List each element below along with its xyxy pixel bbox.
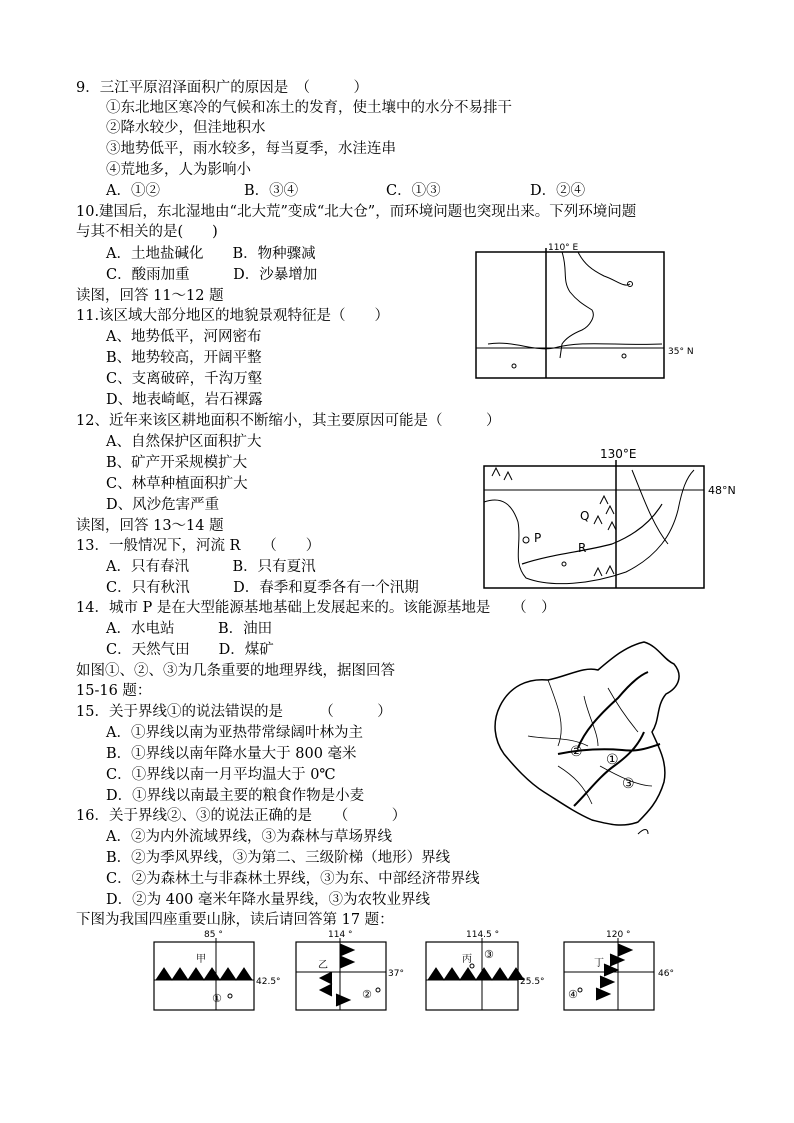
mountain1-name: 甲 — [196, 954, 206, 965]
intro-17: 下图为我国四座重要山脉，读后请回答第 17 题： — [76, 912, 394, 928]
mountain3-city — [470, 964, 474, 968]
mountain-diagram-yi — [292, 928, 414, 1014]
map-china-boundaries — [488, 636, 694, 836]
q13-options-row2: C．只有秋汛 D．春季和夏季各有一个汛期 — [106, 580, 419, 596]
map2-border — [484, 470, 694, 584]
map1-river — [560, 252, 593, 358]
map1-tributary — [578, 252, 630, 285]
q12-option-a: A、自然保护区面积扩大 — [106, 434, 262, 450]
q11-option-b: B、地势较高，开阔平整 — [106, 350, 262, 366]
boundary-line-2 — [578, 672, 648, 748]
q15-option-b: B．①界线以南年降水量大于 800 毫米 — [106, 746, 357, 762]
q12-option-d: D、风沙危害严重 — [106, 497, 220, 513]
q15-stem: 15．关于界线①的说法错误的是 （ ） — [76, 704, 392, 720]
mountain2-name: 乙 — [318, 960, 328, 971]
mountain3-range-symbol — [428, 968, 524, 980]
mountain2-range-symbol — [320, 944, 354, 1006]
q14-options-row1: A．水电站 B．油田 — [106, 621, 273, 637]
mountain2-lat: 37° — [388, 969, 404, 979]
q14-options-row2: C．天然气田 D．煤矿 — [106, 642, 274, 658]
q13-stem: 13．一般情况下，河流 R （ ） — [76, 538, 321, 554]
mountain-diagram-bing — [422, 928, 552, 1014]
q10-stem-line1: 10.建国后，东北湿地由“北大荒”变成“北大仓”，而环境问题也突现出来。下列环境问题 — [76, 204, 637, 220]
mountain1-city — [228, 994, 232, 998]
map2-river-2 — [632, 470, 668, 544]
q9-option-a: A．①② — [106, 183, 160, 199]
q10-options-row1: A．土地盐碱化 B．物种骤减 — [106, 246, 316, 262]
q9-item-4: ④荒地多，人为影响小 — [106, 162, 251, 178]
map2-lat-label: 48°N — [708, 484, 736, 497]
q9-item-3: ③地势低平，雨水较多，每当夏季，水洼连串 — [106, 141, 396, 157]
q16-option-b: B．②为季风界线，③为第二、三级阶梯（地形）界线 — [106, 850, 451, 866]
q11-option-d: D、地表崎岖，岩石裸露 — [106, 392, 263, 408]
boundary-line-3 — [574, 732, 644, 806]
map1-lat-label: 35° N — [668, 347, 694, 357]
mountain2-city — [376, 988, 380, 992]
mountain1-lon: 85 ° — [204, 930, 223, 940]
map2-river-r — [522, 504, 662, 564]
q10-stem-line2: 与其不相关的是( ) — [76, 224, 218, 240]
q9-stem: 9．三江平原沼泽面积广的原因是 （ ） — [76, 80, 368, 96]
mountain4-lon: 120 ° — [606, 930, 631, 940]
mountain-diagram-jia — [150, 928, 281, 1014]
q11-option-c: C、支离破碎，千沟万壑 — [106, 371, 263, 387]
q14-stem: 14．城市 P 是在大型能源基地基础上发展起来的。该能源基地是 （ ） — [76, 600, 556, 616]
mountain3-name: 丙 — [462, 954, 472, 965]
q9-option-c: C．①③ — [386, 183, 441, 199]
intro-11-12: 读图，回答 11～12 题 — [76, 288, 224, 304]
map1-lon-label: 110° E — [548, 243, 579, 253]
q9-option-d: D．②④ — [530, 183, 586, 199]
map1-city-2 — [512, 364, 516, 368]
china-marker-1: ① — [606, 752, 619, 768]
q15-option-a: A．①界线以南为亚热带常绿阔叶林为主 — [106, 725, 363, 741]
q9-item-2: ②降水较少，但洼地积水 — [106, 120, 266, 136]
map2-label-q: Q — [580, 509, 590, 523]
q16-option-d: D．②为 400 毫米年降水量界线，③为农牧业界线 — [106, 892, 431, 908]
q13-options-row1: A．只有春汛 B．只有夏汛 — [106, 559, 316, 575]
map2-mountain-symbols — [492, 468, 616, 576]
mountain1-range-symbol — [156, 968, 252, 980]
map2-city-p — [523, 537, 529, 543]
map2-label-p: P — [534, 531, 542, 545]
map-loess-region — [474, 240, 694, 382]
mountain4-city — [578, 988, 582, 992]
q16-stem: 16．关于界线②、③的说法正确的是 （ ） — [76, 808, 407, 824]
mountain3-lon: 114.5 ° — [466, 930, 500, 940]
mountain1-lat: 42.5° — [256, 977, 281, 987]
q10-options-row2: C．酸雨加重 D．沙暴增加 — [106, 267, 318, 283]
hainan-island — [638, 830, 648, 835]
map1-city-3 — [622, 354, 626, 358]
intro-15-16-line1: 如图①、②、③为几条重要的地理界线，据图回答 — [76, 663, 395, 679]
map2-label-r: R — [578, 541, 587, 555]
china-outline — [495, 642, 679, 825]
mountain4-lat: 46° — [658, 969, 674, 979]
mountain4-name: 丁 — [594, 958, 604, 969]
map2-lon-label: 130°E — [600, 447, 637, 461]
q15-option-d: D．①界线以南最主要的粮食作物是小麦 — [106, 788, 365, 804]
china-marker-3: ③ — [622, 776, 635, 792]
q15-option-c: C．①界线以南一月平均温大于 0℃ — [106, 767, 336, 783]
mountain1-mark: ① — [212, 992, 222, 1005]
mountain2-lon: 114 ° — [328, 930, 353, 940]
china-marker-2: ② — [570, 744, 583, 760]
q12-stem: 12、近年来该区耕地面积不断缩小，其主要原因可能是（ ） — [76, 413, 501, 429]
map1-frame — [476, 252, 664, 378]
mountain3-lat: 25.5° — [520, 977, 545, 987]
intro-13-14: 读图，回答 13～14 题 — [76, 518, 224, 534]
q9-item-1: ①东北地区寒冷的气候和冻土的发育，使土壤中的水分不易排干 — [106, 100, 512, 116]
intro-15-16-line2: 15-16 题： — [76, 683, 152, 699]
map2-city-2 — [562, 562, 566, 566]
map2-frame — [484, 466, 704, 588]
map-northeast-region — [482, 444, 744, 592]
q16-option-a: A．②为内外流域界线，③为森林与草场界线 — [106, 829, 392, 845]
q16-option-c: C．②为森林土与非森林土界线，③为东、中部经济带界线 — [106, 871, 480, 887]
mountain3-mark: ③ — [484, 948, 494, 961]
mountain4-mark: ④ — [568, 988, 578, 1001]
q11-option-a: A、地势低平，河网密布 — [106, 329, 262, 345]
mountain-diagram-ding — [560, 928, 682, 1014]
q12-option-b: B、矿产开采规模扩大 — [106, 455, 248, 471]
q9-option-b: B．③④ — [244, 183, 299, 199]
q11-stem: 11.该区域大部分地区的地貌景观特征是（ ） — [76, 308, 390, 324]
q12-option-c: C、林草种植面积扩大 — [106, 476, 248, 492]
mountain2-mark: ② — [362, 988, 372, 1001]
